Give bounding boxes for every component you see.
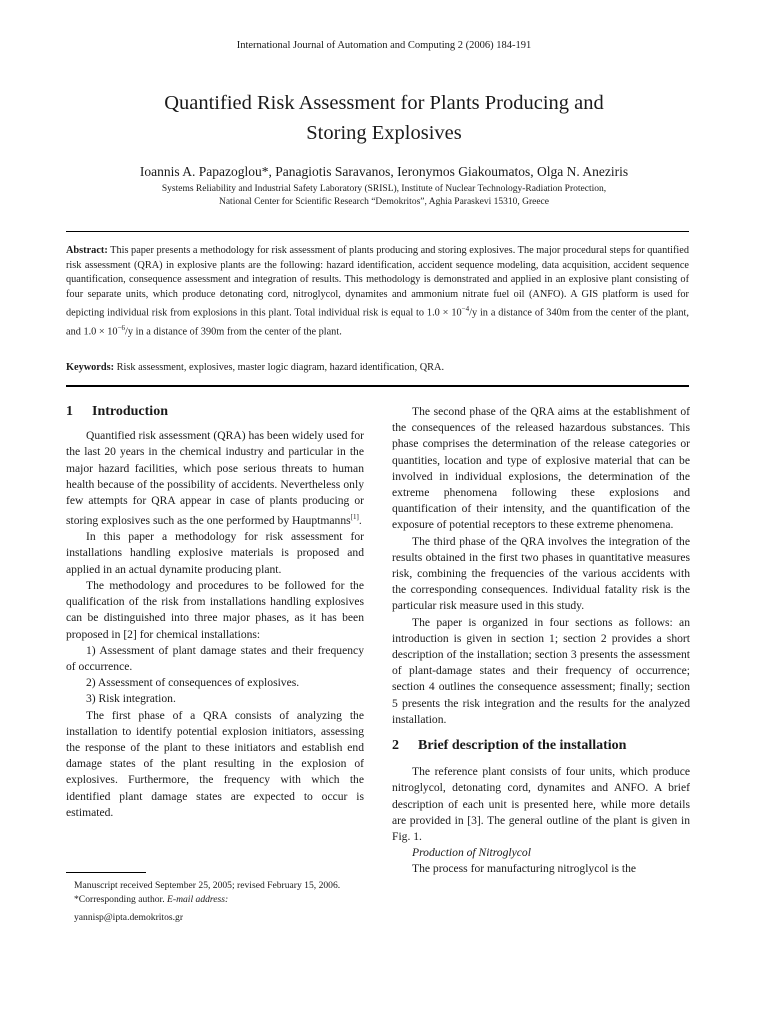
abstract-text-2: /y in a distance of 340m from the center of the plant, and 1.0 × 10 xyxy=(66,307,689,338)
abstract-text-1: This paper presents a methodology for risk assessment of plants producing and storing explosives. The major procedural steps for quantified risk assessment (QRA) in explosive plants are the following: hazard identification, accident sequence modeling, data acquisition, accident sequence quantification, consequence assessment and integration of results. This methodology is demonstrated and applied in an explosive plant consisting of four separate units, which produce detonating cord, nitroglycol, dynamites and ammonium nitrate fuel oil (ANFO). A GIS platform is used for depicting individual risk from explosions in this plant. Total individual risk is equal to 1.0 × 10 xyxy=(66,245,689,319)
affiliation-line-1: Systems Reliability and Industrial Safety Laboratory (SRISL), Institute of Nuclear Technology-Radiation Protection, xyxy=(161,184,607,194)
intro-paragraph-1: Quantified risk assessment (QRA) has been widely used for the last 20 years in the chemical industry and particular in the major hazard facilities, which pose serious threats to human health because of the possibility of accidents. Nevertheless only few attempts for QRA appear in case of plants producing or storing explosives such as the one performed by Hauptmanns[1]. xyxy=(66,429,364,528)
title-line-1: Quantified Risk Assessment for Plants Producing and xyxy=(164,92,604,114)
section-2-heading xyxy=(392,738,690,754)
keywords xyxy=(66,362,689,373)
author-list: Ioannis A. Papazoglou*, Panagiotis Saravanos, Ieronymos Giakoumatos, Olga N. Aneziris xyxy=(139,164,629,179)
intro-paragraph-3: The methodology and procedures to be followed for the qualification of the risk from installations handling explosives can be distinguished into three major phases, as it has been proposed in [2] for chemical installations: xyxy=(66,578,364,641)
keywords-text: Risk assessment, explosives, master logic diagram, hazard identification, QRA. xyxy=(116,362,445,373)
abstract-bottom-rule xyxy=(66,385,689,387)
right-column xyxy=(392,404,690,878)
footnote-corresponding: *Corresponding author. E-mail address: xyxy=(74,893,229,905)
affiliation xyxy=(60,183,708,209)
paper-title xyxy=(60,88,708,148)
abstract-text-3: /y in a distance of 390m from the center of the plant. xyxy=(125,326,342,338)
abstract-exponent-2: −6 xyxy=(117,323,126,332)
abstract xyxy=(66,244,689,340)
footnote-rule xyxy=(66,872,146,873)
title-line-2: Storing Explosives xyxy=(306,122,462,144)
journal-header: International Journal of Automation and Computing 2 (2006) 184-191 xyxy=(236,40,532,51)
affiliation-line-2: National Center for Scientific Research “Demokritos”, Aghia Paraskevi 15310, Greece xyxy=(218,197,549,207)
footnote-email: yannisp@ipta.demokritos.gr xyxy=(74,912,184,923)
footnote-manuscript: Manuscript received September 25, 2005; revised February 15, 2006. xyxy=(74,880,341,891)
intro-paragraph-6: The third phase of the QRA involves the integration of the results obtained in the first two phases in quantitative measures risk, combining the frequencies of the various accidents with the corresponding consequences. Individual fatality risk is the particular risk measure used in this study. xyxy=(392,534,690,613)
phase-list-item-3: 3) Risk integration. xyxy=(86,692,176,706)
section-2-title: Brief description of the installation xyxy=(418,738,627,754)
section-2-number: 2 xyxy=(392,738,399,754)
section-2-paragraph-1: The reference plant consists of four units, which produce nitroglycol, detonating cord, dynamites and ANFO. A brief description of each unit is presented here, while more details are provided in [3]. The general outline of the plant is given in Fig. 1. xyxy=(392,765,690,844)
footnote xyxy=(66,872,364,925)
abstract-exponent-1: −4 xyxy=(461,305,470,313)
section-1-title: Introduction xyxy=(92,404,168,419)
abstract-top-rule xyxy=(66,231,689,232)
section-2-paragraph-2: The process for manufacturing nitroglycol is the xyxy=(412,862,637,876)
intro-paragraph-7: The paper is organized in four sections as follows: an introduction is given in section 1; section 2 provides a short description of the installation; section 3 presents the assessment of plant-damage states and their frequency of occurrence; section 4 outlines the consequence assessment; finally; section 5 presents the risk integration and the results for the analyzed installation. xyxy=(392,615,690,726)
phase-list-item-1: 1) Assessment of plant damage states and their frequency of occurrence. xyxy=(66,643,364,673)
keywords-label: Keywords: xyxy=(66,362,115,373)
phase-list-item-2: 2) Assessment of consequences of explosives. xyxy=(86,676,300,690)
citation-ref: [1] xyxy=(350,513,359,522)
subsection-heading: Production of Nitroglycol xyxy=(412,846,531,860)
section-1-number: 1 xyxy=(66,404,73,419)
intro-paragraph-2: In this paper a methodology for risk assessment for installations handling explosive materials is proposed and applied in an actual dynamite producing plant. xyxy=(66,530,364,576)
intro-paragraph-5: The second phase of the QRA aims at the establishment of the consequences of the released hazardous substances. This phase comprises the determination of the release categories or quantities, location and type of explosive material that can be involved in individual explosions, the determination of the extreme phenomena following these explosions and quantification of their intensity, and the quantification of the exposure of potential receptors to these extreme phenomena. xyxy=(392,405,690,532)
left-column xyxy=(66,404,364,821)
abstract-label: Abstract: xyxy=(66,245,108,256)
intro-paragraph-4: The first phase of a QRA consists of analyzing the installation to identify potential explosion initiators, assessing the response of the plant to these initiators and establish end damage states of the plant resulting in the explosion of explosives. Furthermore, the frequency with which the identified plant damage states are expected to occur is estimated. xyxy=(66,708,364,819)
section-1-heading xyxy=(66,404,364,420)
